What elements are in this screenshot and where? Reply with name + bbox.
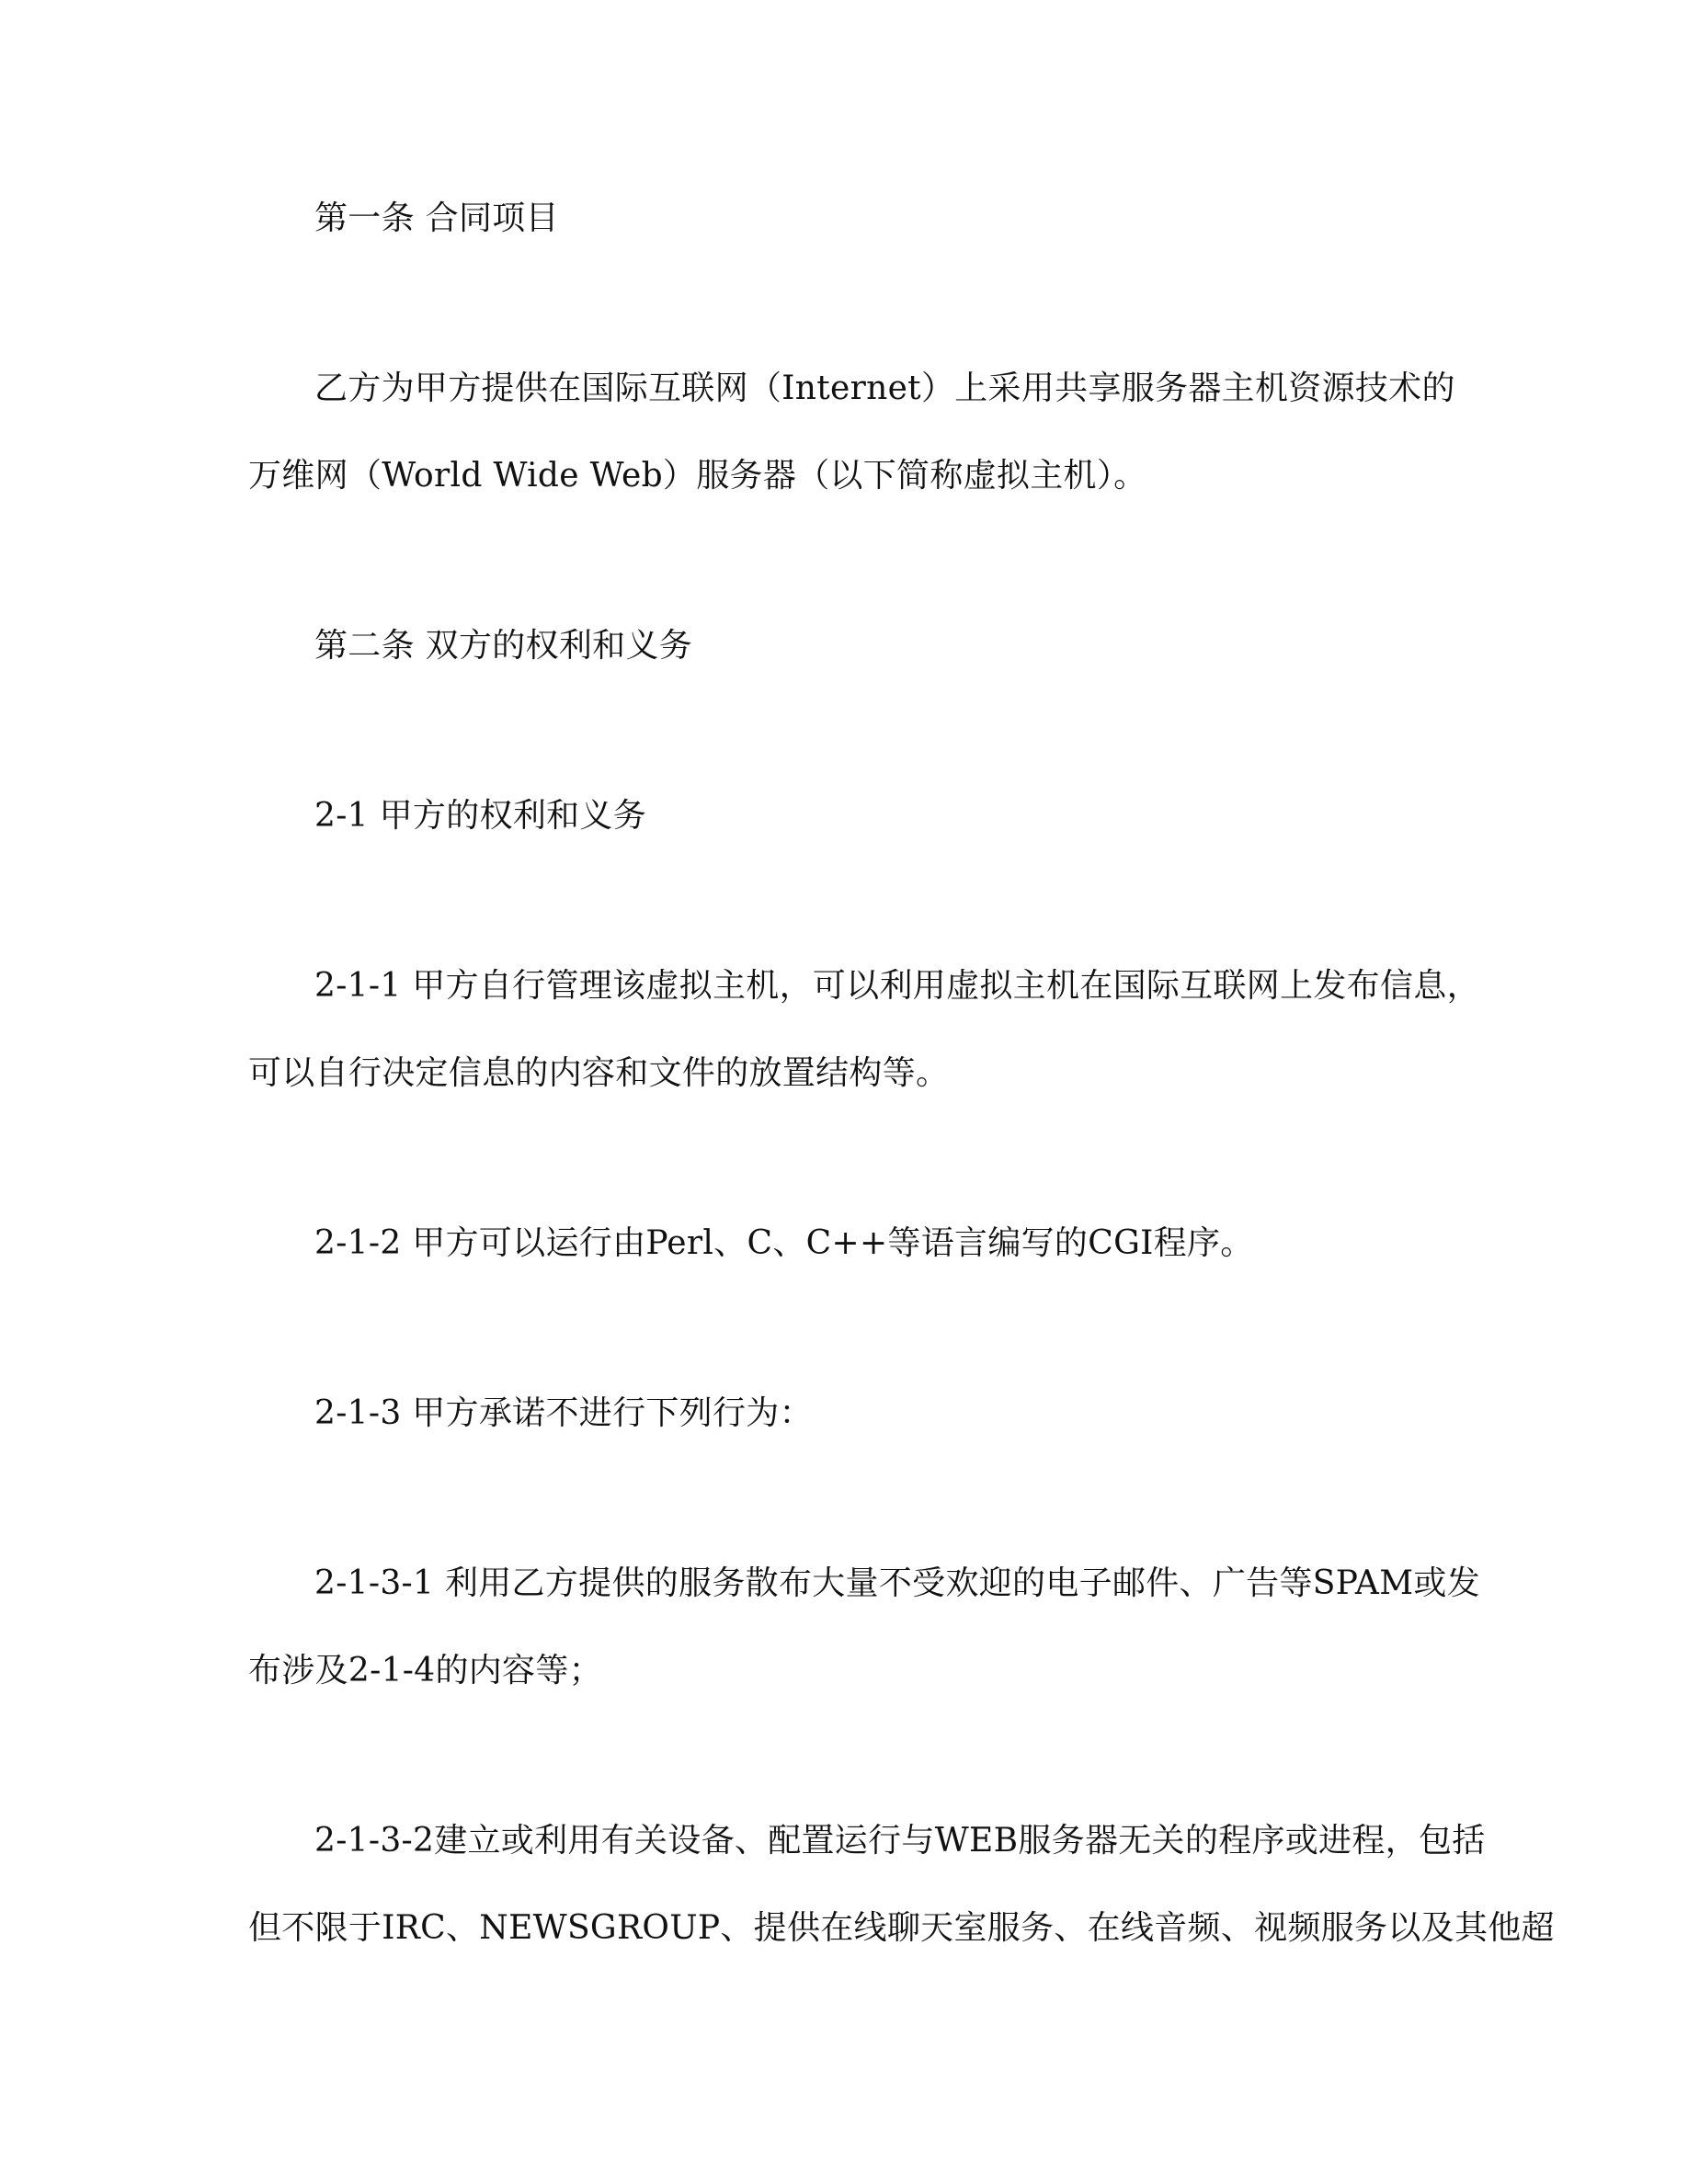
text-line: 2-1-3-2建立或利用有关设备、配置运行与WEB服务器无关的程序或进程，包括 — [314, 1822, 1486, 1860]
article-2-heading — [248, 602, 1443, 689]
text-line: 第二条 双方的权利和义务 — [314, 627, 693, 665]
text-line: 但不限于IRC、NEWSGROUP、提供在线聊天室服务、在线音频、视频服务以及其他超 — [248, 1909, 1555, 1947]
text-line: 2-1 甲方的权利和义务 — [314, 797, 647, 835]
text-line: 2-1-3-1 利用乙方提供的服务散布大量不受欢迎的电子邮件、广告等SPAM或发 — [314, 1564, 1480, 1602]
article-1-heading — [248, 175, 1443, 262]
text-line: 可以自行决定信息的内容和文件的放置结构等。 — [248, 1054, 950, 1092]
section-2-1-heading — [248, 772, 1443, 859]
text-line: 2-1-3 甲方承诺不进行下列行为： — [314, 1394, 813, 1432]
text-line: 第一条 合同项目 — [314, 199, 559, 237]
text-line: 乙方为甲方提供在国际互联网（Internet）上采用共享服务器主机资源技术的 — [314, 370, 1455, 407]
clause-2-1-1 — [248, 942, 1480, 1117]
text-line: 布涉及2-1-4的内容等； — [248, 1652, 602, 1689]
article-1-body — [248, 345, 1455, 519]
clause-2-1-2 — [248, 1200, 1443, 1287]
text-line: 万维网（World Wide Web）服务器（以下简称虚拟主机）。 — [248, 457, 1147, 495]
text-line: 2-1-2 甲方可以运行由Perl、C、C++等语言编写的CGI程序。 — [314, 1224, 1254, 1262]
clause-2-1-3-1 — [248, 1540, 1480, 1714]
text-line: 2-1-1 甲方自行管理该虚拟主机，可以利用虚拟主机在国际互联网上发布信息， — [314, 967, 1480, 1005]
clause-2-1-3 — [248, 1370, 1443, 1457]
clause-2-1-3-2 — [248, 1797, 1555, 1972]
